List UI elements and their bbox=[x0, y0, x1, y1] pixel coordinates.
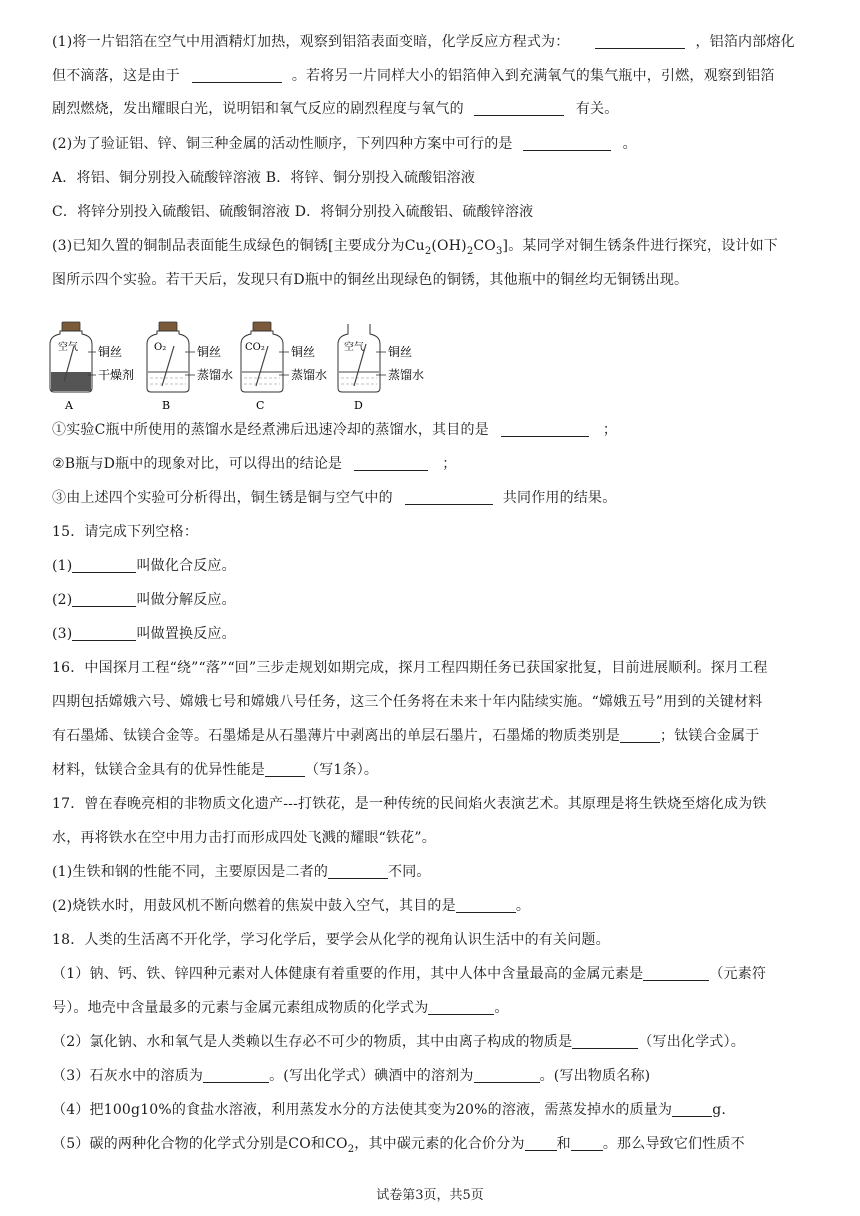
q14-sub3 bbox=[52, 488, 820, 508]
q15-title: 15．请完成下列空格： bbox=[52, 524, 199, 540]
q17-line1: 17．曾在春晚亮相的非物质文化遗产---打铁花，是一种传统的民间焰火表演艺术。其原理是将生铁烧至熔化成为铁 bbox=[52, 796, 767, 812]
q14-part2-question bbox=[52, 134, 820, 154]
answer-blank[interactable] bbox=[354, 456, 428, 471]
answer-blank[interactable] bbox=[501, 422, 589, 437]
text: (2)烧铁水时，用鼓风机不断向燃着的焦炭中鼓入空气，其目的是 bbox=[52, 898, 456, 914]
text: 。 bbox=[494, 1000, 509, 1016]
text: ；钛镁合金属于 bbox=[660, 728, 760, 744]
q15-line3 bbox=[52, 624, 820, 644]
q18-sub5 bbox=[52, 1134, 820, 1160]
q14-part1-line1 bbox=[52, 32, 820, 52]
text: (3)已知久置的铜制品表面能生成绿色的铜锈[主要成分为Cu bbox=[52, 238, 425, 254]
bottle-a bbox=[50, 322, 134, 412]
text: (2)为了验证铝、锌、铜三种金属的活动性顺序，下列四种方案中可行的是 bbox=[52, 136, 513, 152]
q15-line1 bbox=[52, 556, 820, 576]
answer-blank[interactable] bbox=[525, 1136, 557, 1151]
bottle-a-letter: A bbox=[65, 399, 73, 412]
q18-sub1-line1 bbox=[52, 964, 820, 984]
q15-line2 bbox=[52, 590, 820, 610]
text: 和 bbox=[556, 1136, 571, 1152]
text: 叫做置换反应。 bbox=[136, 626, 236, 642]
answer-blank[interactable] bbox=[672, 1102, 712, 1117]
text: (1)生铁和钢的性能不同，主要原因是二者的 bbox=[52, 864, 329, 880]
text: ，铝箔内部熔化 bbox=[695, 34, 795, 50]
bottle-c-gas: CO₂ bbox=[245, 342, 265, 353]
bottle-b-letter: B bbox=[162, 399, 171, 412]
answer-blank[interactable] bbox=[474, 101, 564, 116]
bottle-c-label-2: 蒸馏水 bbox=[291, 368, 328, 382]
text: （3）石灰水中的溶质为 bbox=[52, 1068, 204, 1084]
answer-blank[interactable] bbox=[405, 490, 493, 505]
bottle-a-gas: 空气 bbox=[58, 342, 78, 353]
answer-blank[interactable] bbox=[72, 592, 136, 607]
q17-sub2 bbox=[52, 896, 820, 916]
q17-sub1 bbox=[52, 862, 820, 882]
answer-blank[interactable] bbox=[192, 68, 282, 83]
text: 但不滴落，这是由于 bbox=[52, 68, 180, 84]
bottle-c-letter: C bbox=[256, 399, 265, 412]
text: （写1条）。 bbox=[305, 762, 379, 778]
q14-options-ab: A．将铝、铜分别投入硫酸锌溶液 B．将锌、铜分别投入硫酸铝溶液 bbox=[52, 170, 476, 186]
answer-blank[interactable] bbox=[456, 898, 516, 913]
answer-blank[interactable] bbox=[620, 728, 660, 743]
answer-blank[interactable] bbox=[265, 762, 305, 777]
text: （5）碳的两种化合物的化学式分别是CO和CO bbox=[52, 1136, 348, 1152]
q18-title: 18．人类的生活离不开化学，学习化学后，要学会从化学的视角认识生活中的有关问题。 bbox=[52, 932, 610, 948]
text: 。(写出物质名称) bbox=[539, 1068, 651, 1084]
q17-line2: 水，再将铁水在空中用力击打而形成四处飞溅的耀眼“铁花”。 bbox=[52, 830, 436, 846]
text: 有关。 bbox=[575, 101, 619, 117]
text: (1)将一片铝箔在空气中用酒精灯加热，观察到铝箔表面变暗，化学反应方程式为： bbox=[52, 34, 570, 50]
q14-part1-line2 bbox=[52, 66, 820, 86]
text: ②B瓶与D瓶中的现象对比，可以得出的结论是 bbox=[52, 456, 343, 472]
q14-sub1 bbox=[52, 420, 820, 440]
text: （写出化学式）。 bbox=[638, 1034, 745, 1050]
page-footer: 试卷第3页，共5页 bbox=[376, 1188, 484, 1203]
bottle-c-label-1: 铜丝 bbox=[291, 345, 316, 359]
text: ③由上述四个实验可分析得出，铜生锈是铜与空气中的 bbox=[52, 490, 393, 506]
text: 不同。 bbox=[388, 864, 431, 880]
subscript: 2 bbox=[424, 245, 432, 257]
text: 。 bbox=[515, 898, 531, 914]
text: 。 bbox=[622, 136, 637, 152]
text: ； bbox=[442, 456, 457, 472]
text: g. bbox=[712, 1102, 727, 1118]
answer-blank[interactable] bbox=[643, 966, 709, 981]
bottle-b-label-2: 蒸馏水 bbox=[197, 368, 234, 382]
q16-line3 bbox=[52, 726, 820, 746]
text: CO bbox=[473, 238, 496, 254]
text: (OH) bbox=[431, 238, 467, 254]
bottle-a-label-2: 干燥剂 bbox=[98, 368, 135, 382]
text: ①实验C瓶中所使用的蒸馏水是经煮沸后迅速冷却的蒸馏水，其目的是 bbox=[52, 422, 489, 438]
text: （元素符 bbox=[709, 966, 767, 982]
text: 有石墨烯、钛镁合金等。石墨烯是从石墨薄片中剥离出的单层石墨片，石墨烯的物质类别是 bbox=[52, 728, 620, 744]
answer-blank[interactable] bbox=[572, 1034, 638, 1049]
text: ，其中碳元素的化合价分为 bbox=[354, 1136, 525, 1152]
bottle-c bbox=[241, 322, 327, 412]
q18-sub1-line2 bbox=[52, 998, 820, 1018]
subscript: 2 bbox=[347, 1143, 355, 1155]
text: 叫做分解反应。 bbox=[136, 592, 236, 608]
subscript: 3 bbox=[495, 245, 503, 257]
text: 。若将另一片同样大小的铝箔伸入到充满氧气的集气瓶中，引燃，观察到铝箔 bbox=[291, 68, 775, 84]
bottle-d-letter: D bbox=[354, 399, 363, 412]
text: (1) bbox=[52, 558, 73, 574]
q16-line4 bbox=[52, 760, 820, 780]
text: 。(写出化学式）碘酒中的溶剂为 bbox=[269, 1068, 474, 1084]
q14-part3-line1 bbox=[52, 236, 820, 262]
answer-blank[interactable] bbox=[72, 558, 136, 573]
q14-sub2 bbox=[52, 454, 820, 474]
answer-blank[interactable] bbox=[328, 864, 388, 879]
answer-blank[interactable] bbox=[523, 136, 611, 151]
bottle-b-gas: O₂ bbox=[154, 342, 167, 353]
q18-sub3 bbox=[52, 1066, 820, 1086]
bottle-d-label-1: 铜丝 bbox=[388, 345, 413, 359]
bottle-a-label-1: 铜丝 bbox=[98, 345, 123, 359]
answer-blank[interactable] bbox=[203, 1068, 269, 1083]
q14-part1-line3 bbox=[52, 99, 820, 119]
text: 。那么导致它们性质不 bbox=[602, 1136, 745, 1152]
answer-blank[interactable] bbox=[571, 1136, 603, 1151]
text: （2）氯化钠、水和氧气是人类赖以生存必不可少的物质，其中由离子构成的物质是 bbox=[52, 1034, 573, 1050]
text: （4）把100g10%的食盐水溶液，利用蒸发水分的方法使其变为20%的溶液，需蒸发掉水的质量为 bbox=[52, 1102, 673, 1118]
subscript: 2 bbox=[466, 245, 474, 257]
bottle-b-label-1: 铜丝 bbox=[197, 345, 222, 359]
text: 剧烈燃烧，发出耀眼白光，说明铝和氧气反应的剧烈程度与氧气的 bbox=[52, 101, 464, 117]
text: 共同作用的结果。 bbox=[502, 490, 617, 506]
bottle-b bbox=[147, 322, 233, 412]
answer-blank[interactable] bbox=[72, 626, 136, 641]
text: ； bbox=[602, 422, 618, 438]
text: (2) bbox=[52, 592, 73, 608]
text: 号）。地壳中含量最多的元素与金属元素组成物质的化学式为 bbox=[52, 1000, 429, 1016]
answer-blank[interactable] bbox=[595, 34, 685, 49]
q16-line2: 四期包括嫦娥六号、嫦娥七号和嫦娥八号任务，这三个任务将在未来十年内陆续实施。“嫦娥五号”用到的关键材料 bbox=[52, 694, 763, 710]
q18-sub2 bbox=[52, 1032, 820, 1052]
answer-blank[interactable] bbox=[428, 1000, 494, 1015]
q18-sub4 bbox=[52, 1100, 820, 1120]
bottle-d bbox=[338, 324, 424, 412]
answer-blank[interactable] bbox=[474, 1068, 540, 1083]
bottle-d-label-2: 蒸馏水 bbox=[388, 368, 425, 382]
text: （1）钠、钙、铁、锌四种元素对人体健康有着重要的作用，其中人体中含量最高的金属元素是 bbox=[52, 966, 644, 982]
bottle-d-gas: 空气 bbox=[344, 342, 364, 353]
q14-part3-line2: 图所示四个实验。若干天后，发现只有D瓶中的铜丝出现绿色的铜锈，其他瓶中的铜丝均无铜锈出现。 bbox=[52, 272, 689, 288]
text: ]。某同学对铜生锈条件进行探究，设计如下 bbox=[502, 238, 778, 254]
text: 材料，钛镁合金具有的优异性能是 bbox=[52, 762, 265, 778]
copper-rust-experiment-figure bbox=[48, 320, 438, 412]
text: 叫做化合反应。 bbox=[136, 558, 236, 574]
text: (3) bbox=[52, 626, 73, 642]
q14-options-cd: C．将锌分别投入硫酸铝、硫酸铜溶液 D．将铜分别投入硫酸铝、硫酸锌溶液 bbox=[52, 204, 534, 220]
q16-line1: 16．中国探月工程“绕”“落”“回”三步走规划如期完成，探月工程四期任务已获国家批复，目前进展顺利。探月工程 bbox=[52, 660, 768, 676]
